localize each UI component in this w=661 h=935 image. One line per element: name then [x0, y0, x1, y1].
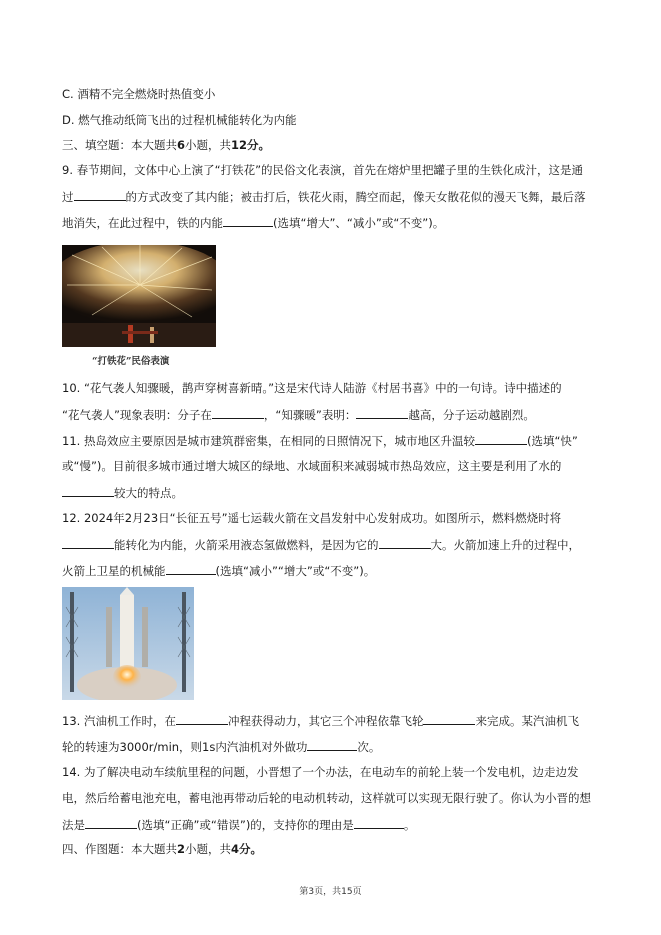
iron-flower-image [62, 245, 216, 347]
answer-blank[interactable] [307, 739, 357, 751]
answer-blank[interactable] [74, 189, 126, 201]
answer-blank[interactable] [356, 407, 408, 419]
page-footer: 第3页，共15页 [299, 887, 362, 897]
question-12-line-1: 12. 2024年2月23日“长征五号”遥七运载火箭在文昌发射中心发射成功。如图所示，燃料燃烧时将 [62, 511, 562, 525]
answer-blank[interactable] [166, 563, 216, 575]
answer-blank[interactable] [85, 817, 137, 829]
answer-blank[interactable] [423, 713, 475, 725]
option-c: C. 酒精不完全燃烧时热值变小 [62, 87, 216, 101]
rocket-photo [62, 587, 194, 700]
question-9-line-3: 地消失，在此过程中，铁的内能 (选填“增大”、“减小”或“不变”)。 [62, 216, 445, 230]
answer-blank[interactable] [223, 215, 273, 227]
option-d: D. 燃气推动纸筒飞出的过程机械能转化为内能 [62, 113, 297, 127]
rocket-launch-image [62, 587, 194, 700]
answer-blank[interactable] [62, 537, 114, 549]
answer-blank[interactable] [176, 713, 228, 725]
iron-flower-photo [62, 245, 216, 347]
question-14-line-1: 14. 为了解决电动车续航里程的问题，小晋想了一个办法，在电动车的前轮上装一个发电机，边走边发 [62, 765, 579, 779]
question-13-line-1: 13. 汽油机工作时，在 冲程获得动力，其它三个冲程依靠飞轮 来完成。某汽油机飞 [62, 714, 579, 728]
question-9-line-1: 9. 春节期间，文体中心上演了“打铁花”的民俗文化表演，首先在熔炉里把罐子里的生铁化成汁，这是通 [62, 163, 584, 177]
question-11-line-2: 或“慢”)。目前很多城市通过增大城区的绿地、水域面积来减弱城市热岛效应，这主要是利用了水的 [62, 459, 562, 473]
figure-caption: “打铁花”民俗表演 [92, 356, 170, 367]
question-13-line-2: 轮的转速为3000r/min，则1s内汽油机对外做功 次。 [62, 740, 381, 754]
section-4-heading: 四、作图题：本大题共2小题，共4分。 [62, 842, 263, 856]
question-10-line-2: “花气袭人”现象表明：分子在 ，“知骤暖”表明： 越高，分子运动越剧烈。 [62, 408, 535, 422]
question-11-line-3: 较大的特点。 [62, 485, 183, 500]
question-12-line-3: 火箭上卫星的机械能 (选填“减小”“增大”或“不变”)。 [62, 564, 376, 578]
question-14-line-2: 电，然后给蓄电池充电，蓄电池再带动后轮的电动机转动，这样就可以实现无限行驶了。你认为小晋的想 [62, 791, 591, 805]
answer-blank[interactable] [379, 537, 431, 549]
section-3-heading: 三、填空题：本大题共6小题，共12分。 [62, 138, 271, 152]
question-10-line-1: 10. “花气袭人知骤暖，鹊声穿树喜新晴。”这是宋代诗人陆游《村居书喜》中的一句诗。诗中描述的 [62, 381, 562, 395]
question-14-line-3: 法是 (选填“正确”或“错误”)的，支持你的理由是 。 [62, 818, 416, 832]
answer-blank[interactable] [62, 485, 114, 497]
answer-blank[interactable] [354, 817, 404, 829]
answer-blank[interactable] [212, 407, 264, 419]
question-12-line-2: 能转化为内能，火箭采用液态氢做燃料，是因为它的 大。火箭加速上升的过程中， [62, 537, 580, 552]
question-11-line-1: 11. 热岛效应主要原因是城市建筑群密集，在相同的日照情况下，城市地区升温较 (选填“快” [62, 434, 578, 448]
question-9-line-2: 过 的方式改变了其内能；被击打后，铁花火雨，腾空而起，像天女散花似的漫天飞舞，最后落 [62, 190, 586, 204]
answer-blank[interactable] [475, 433, 527, 445]
